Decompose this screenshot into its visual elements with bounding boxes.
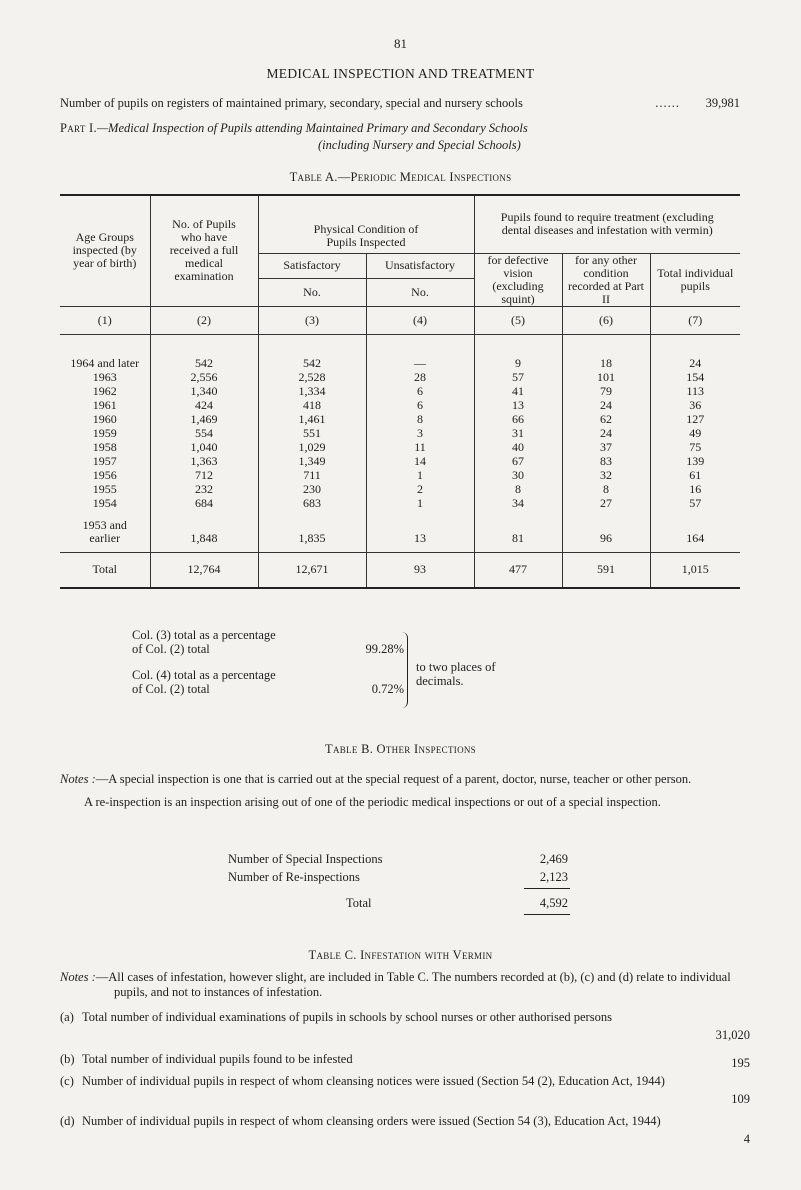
list-item: (a) Total number of individual examinations of pupils in schools by school nurses or other authorised persons 31,020: [60, 1010, 750, 1042]
cell-c6: 27: [562, 496, 650, 510]
cell-c5: 8: [474, 482, 562, 496]
cell-c3: 2,528: [258, 370, 366, 384]
cell-age: 1956: [92, 467, 117, 482]
table-b-caption: Table B. Other Inspections: [325, 742, 476, 756]
list-item: (d) Number of individual pupils in respect of whom cleansing orders were issued (Section 54 (3), Education Act, 1944) 4: [60, 1114, 750, 1146]
table-row: [60, 398, 740, 412]
cell-c2: 1,848: [150, 510, 258, 552]
pct-col4-value: 0.72%: [371, 682, 404, 696]
cell-c2: 1,469: [150, 412, 258, 426]
cell-c7: 61: [650, 468, 740, 482]
cell-c7: 49: [650, 426, 740, 440]
cell-age: 1959: [92, 425, 117, 440]
colnum-4: (4): [366, 306, 474, 334]
list-item: (c) Number of individual pupils in respect of whom cleansing notices were issued (Section 54 (2), Education Act, 1944) 109: [60, 1074, 750, 1106]
cell-c2: 542: [150, 334, 258, 370]
header-total: Total individual pupils: [650, 253, 740, 306]
cell-c4: —: [366, 334, 474, 370]
cell-c2: 424: [150, 398, 258, 412]
cell-age: 1958: [92, 439, 117, 454]
colnum-7: (7): [650, 306, 740, 334]
part-subtitle: (including Nursery and Special Schools): [318, 138, 521, 152]
cell-c3: 1,461: [258, 412, 366, 426]
cell-c5: 40: [474, 440, 562, 454]
cell-c4: 6: [366, 384, 474, 398]
cell-c7: 24: [650, 334, 740, 370]
cell-c6: 32: [562, 468, 650, 482]
cell-c6: 24: [562, 398, 650, 412]
cell-c7: 16: [650, 482, 740, 496]
page-heading: MEDICAL INSPECTION AND TREATMENT: [266, 66, 535, 81]
percentage-notes: [132, 628, 404, 696]
cell-c6: 62: [562, 412, 650, 426]
table-row: [60, 384, 740, 398]
brace-note: to two places of decimals.: [416, 660, 496, 688]
table-c-caption: Table C. Infestation with Vermin: [308, 948, 493, 962]
cell-c6: 101: [562, 370, 650, 384]
pct-col4: Col. (4) total as a percentage of Col. (2) total 0.72%: [132, 668, 404, 696]
cell-c5: 34: [474, 496, 562, 510]
cell-total-c6: 591: [562, 552, 650, 588]
table-row: [60, 426, 740, 440]
cell-c4: 8: [366, 412, 474, 426]
cell-age: 1955: [92, 481, 117, 496]
header-vision: for defective vision (excluding squint): [474, 253, 562, 306]
table-row: [60, 496, 740, 510]
header-treatment: Pupils found to require treatment (excluding dental diseases and infestation with vermin): [474, 195, 740, 253]
pct-col3-value: 99.28%: [365, 642, 404, 656]
table-row: [60, 468, 740, 482]
cell-c4: 11: [366, 440, 474, 454]
cell-c7: 139: [650, 454, 740, 468]
cell-c2: 1,363: [150, 454, 258, 468]
cell-c3: 1,334: [258, 384, 366, 398]
table-a: [60, 194, 740, 589]
cell-c5: 67: [474, 454, 562, 468]
registers-label: Number of pupils on registers of maintained primary, secondary, special and nursery schools: [60, 96, 523, 110]
cell-total-c4: 93: [366, 552, 474, 588]
colnum-2: (2): [150, 306, 258, 334]
cell-c2: 684: [150, 496, 258, 510]
cell-c6: 8: [562, 482, 650, 496]
cell-c7: 113: [650, 384, 740, 398]
cell-total-c2: 12,764: [150, 552, 258, 588]
cell-total-c5: 477: [474, 552, 562, 588]
cell-c7: 75: [650, 440, 740, 454]
registers-value: 39,981: [705, 96, 740, 110]
header-unsatisfactory: Unsatisfactory: [366, 253, 474, 278]
cell-c2: 232: [150, 482, 258, 496]
cell-c6: 24: [562, 426, 650, 440]
table-a-body: [60, 334, 740, 588]
cell-c3: 683: [258, 496, 366, 510]
header-other: for any other condition recorded at Part II: [562, 253, 650, 306]
cell-c3: 1,835: [258, 510, 366, 552]
cell-c4: 13: [366, 510, 474, 552]
cell-c5: 13: [474, 398, 562, 412]
cell-c7: 154: [650, 370, 740, 384]
cell-age: 1962: [92, 383, 117, 398]
header-physical: Physical Condition of Pupils Inspected: [258, 195, 474, 253]
cell-c4: 28: [366, 370, 474, 384]
cell-total-c3: 12,671: [258, 552, 366, 588]
table-row: [60, 370, 740, 384]
table-row: [60, 334, 740, 370]
colnum-3: (3): [258, 306, 366, 334]
cell-c5: 9: [474, 334, 562, 370]
cell-c4: 3: [366, 426, 474, 440]
table-total-row: [60, 552, 740, 588]
table-row: [60, 454, 740, 468]
cell-c2: 712: [150, 468, 258, 482]
cell-age: 1954: [92, 495, 117, 510]
cell-c7: 57: [650, 496, 740, 510]
cell-c3: 418: [258, 398, 366, 412]
page-number: 81: [394, 36, 407, 51]
pct-col3: Col. (3) total as a percentage of Col. (2) total 99.28%: [132, 628, 404, 656]
re-inspections-row: Number of Re-inspections 2,123: [228, 870, 568, 884]
brace: [399, 632, 408, 708]
cell-c5: 41: [474, 384, 562, 398]
cell-age: 1961: [92, 397, 117, 412]
table-row: [60, 412, 740, 426]
cell-c6: 83: [562, 454, 650, 468]
cell-c3: 551: [258, 426, 366, 440]
table-row: [60, 440, 740, 454]
cell-c4: 14: [366, 454, 474, 468]
cell-c5: 30: [474, 468, 562, 482]
cell-c3: 1,349: [258, 454, 366, 468]
cell-c3: 711: [258, 468, 366, 482]
part-label: Part I.: [60, 121, 97, 135]
notes-label: Notes :: [60, 970, 96, 984]
notes-label: Notes :: [60, 772, 96, 786]
list-item: (b) Total number of individual pupils found to be infested 195: [60, 1052, 750, 1070]
cell-c5: 81: [474, 510, 562, 552]
cell-c2: 2,556: [150, 370, 258, 384]
cell-c3: 1,029: [258, 440, 366, 454]
cell-total-c7: 1,015: [650, 552, 740, 588]
part-one-heading: [60, 120, 740, 154]
cell-age: 1957: [92, 453, 117, 468]
inspections-total-row: Total 4,592: [346, 896, 568, 910]
colnum-1: (1): [60, 306, 150, 334]
registers-line: Number of pupils on registers of maintained primary, secondary, special and nursery schools ...... 39,981: [60, 96, 740, 110]
cell-c6: 18: [562, 334, 650, 370]
cell-c2: 1,040: [150, 440, 258, 454]
infestation-list: [60, 1010, 750, 1150]
colnum-5: (5): [474, 306, 562, 334]
cell-c7: 127: [650, 412, 740, 426]
table-row: [60, 482, 740, 496]
cell-c6: 96: [562, 510, 650, 552]
cell-c6: 37: [562, 440, 650, 454]
cell-c4: 6: [366, 398, 474, 412]
table-a-caption: Table A.—Periodic Medical Inspections: [289, 170, 512, 184]
header-no-unsatisfactory: No.: [366, 278, 474, 306]
header-no-pupils: No. of Pupils who have received a full medical examination: [150, 195, 258, 306]
colnum-6: (6): [562, 306, 650, 334]
header-age: Age Groups inspected (by year of birth): [60, 195, 150, 306]
cell-c4: 1: [366, 468, 474, 482]
rule: [524, 914, 570, 915]
cell-c4: 2: [366, 482, 474, 496]
table-b-notes: Notes :—A special inspection is one that is carried out at the special request of a parent, doctor, nurse, teacher or other person. A re-inspection is an inspection arising out of one of the periodic medical inspections or out of a special inspection.: [60, 772, 692, 809]
cell-age: 1960: [92, 411, 117, 426]
table-row: [60, 510, 740, 552]
rule: [524, 888, 570, 889]
cell-age: 1963: [92, 369, 117, 384]
cell-c3: 230: [258, 482, 366, 496]
cell-c7: 36: [650, 398, 740, 412]
part-title: —Medical Inspection of Pupils attending Maintained Primary and Secondary Schools: [96, 121, 528, 135]
header-satisfactory: Satisfactory: [258, 253, 366, 278]
header-no-satisfactory: No.: [258, 278, 366, 306]
table-c-notes: Notes :—All cases of infestation, however slight, are included in Table C. The numbers recorded at (b), (c) and (d) relate to individual pupils, and not to instances of infestation.: [60, 970, 731, 999]
cell-c7: 164: [650, 510, 740, 552]
cell-c6: 79: [562, 384, 650, 398]
cell-c5: 57: [474, 370, 562, 384]
cell-c3: 542: [258, 334, 366, 370]
special-inspections-row: Number of Special Inspections 2,469: [228, 852, 568, 866]
cell-c5: 31: [474, 426, 562, 440]
cell-total-label: Total: [92, 562, 117, 577]
cell-age: 1964 and later: [70, 355, 140, 370]
cell-c4: 1: [366, 496, 474, 510]
cell-age: 1953 and earlier: [82, 518, 127, 546]
cell-c2: 1,340: [150, 384, 258, 398]
cell-c5: 66: [474, 412, 562, 426]
cell-c2: 554: [150, 426, 258, 440]
